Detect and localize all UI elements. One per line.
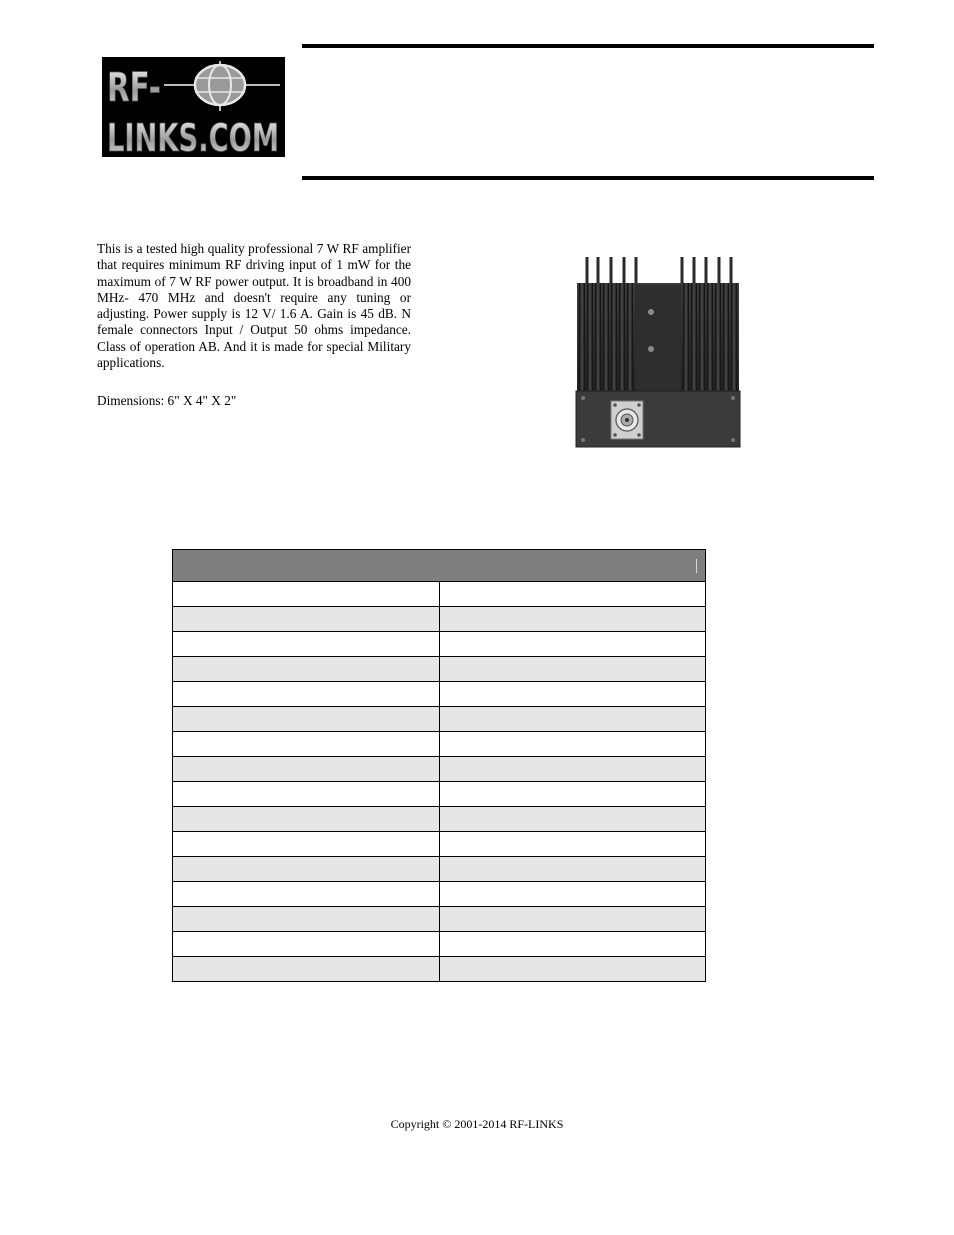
table-cell bbox=[173, 907, 440, 932]
table-row bbox=[173, 857, 706, 882]
product-description: This is a tested high quality professional 7 W RF amplifier that requires minimum RF driving input of 1 mW for the maximum of 7 W RF power output. It is broadband in 400 MHz- 470 MHz and doesn't require any tuning or adjusting. Power supply is 12 V/ 1.6 A. Gain is 45 dB. N female connectors Input / Output 50 ohms impedance. Class of operation AB. And it is made for special Military applications. bbox=[97, 241, 411, 371]
table-cell bbox=[173, 782, 440, 807]
table-cell bbox=[439, 682, 706, 707]
table-row bbox=[173, 757, 706, 782]
table-cell bbox=[439, 807, 706, 832]
table-row bbox=[173, 657, 706, 682]
table-cell bbox=[439, 607, 706, 632]
header-divider bbox=[696, 559, 697, 573]
rf-links-logo bbox=[102, 57, 285, 160]
table-row bbox=[173, 582, 706, 607]
table-cell bbox=[439, 932, 706, 957]
table-cell bbox=[173, 932, 440, 957]
table-cell bbox=[439, 907, 706, 932]
table-cell bbox=[439, 582, 706, 607]
table-cell bbox=[173, 882, 440, 907]
spec-table bbox=[172, 549, 706, 982]
table-cell bbox=[439, 732, 706, 757]
header-rule-top bbox=[302, 44, 874, 48]
copyright-text: Copyright © 2001-2014 RF-LINKS bbox=[390, 1117, 564, 1131]
amplifier-photo bbox=[573, 255, 743, 450]
table-row bbox=[173, 807, 706, 832]
table-row bbox=[173, 682, 706, 707]
table-cell bbox=[173, 957, 440, 982]
table-cell bbox=[173, 582, 440, 607]
table-cell bbox=[173, 707, 440, 732]
table-cell bbox=[439, 882, 706, 907]
product-dimensions: Dimensions: 6" X 4" X 2" bbox=[97, 393, 237, 408]
table-cell bbox=[439, 832, 706, 857]
table-cell bbox=[173, 682, 440, 707]
table-cell bbox=[439, 782, 706, 807]
table-row bbox=[173, 932, 706, 957]
table-cell bbox=[439, 857, 706, 882]
table-cell bbox=[173, 807, 440, 832]
table-cell bbox=[439, 757, 706, 782]
spec-table-header-row bbox=[173, 550, 706, 582]
table-row bbox=[173, 882, 706, 907]
table-row bbox=[173, 607, 706, 632]
table-cell bbox=[439, 957, 706, 982]
logo-text-line1: RF- bbox=[107, 65, 161, 111]
table-cell bbox=[439, 707, 706, 732]
table-cell bbox=[173, 732, 440, 757]
table-cell bbox=[173, 607, 440, 632]
table-cell bbox=[439, 657, 706, 682]
table-row bbox=[173, 782, 706, 807]
table-row bbox=[173, 632, 706, 657]
table-cell bbox=[173, 657, 440, 682]
table-cell bbox=[439, 632, 706, 657]
table-row bbox=[173, 707, 706, 732]
table-cell bbox=[173, 632, 440, 657]
table-row bbox=[173, 957, 706, 982]
table-cell bbox=[173, 832, 440, 857]
table-cell bbox=[173, 857, 440, 882]
table-row bbox=[173, 732, 706, 757]
spec-table-header bbox=[173, 550, 706, 582]
header-rule-bottom bbox=[302, 176, 874, 180]
table-row bbox=[173, 907, 706, 932]
n-connector-icon bbox=[611, 401, 643, 439]
logo-text-line2: LINKS.COM bbox=[107, 116, 279, 160]
table-row bbox=[173, 832, 706, 857]
table-cell bbox=[173, 757, 440, 782]
